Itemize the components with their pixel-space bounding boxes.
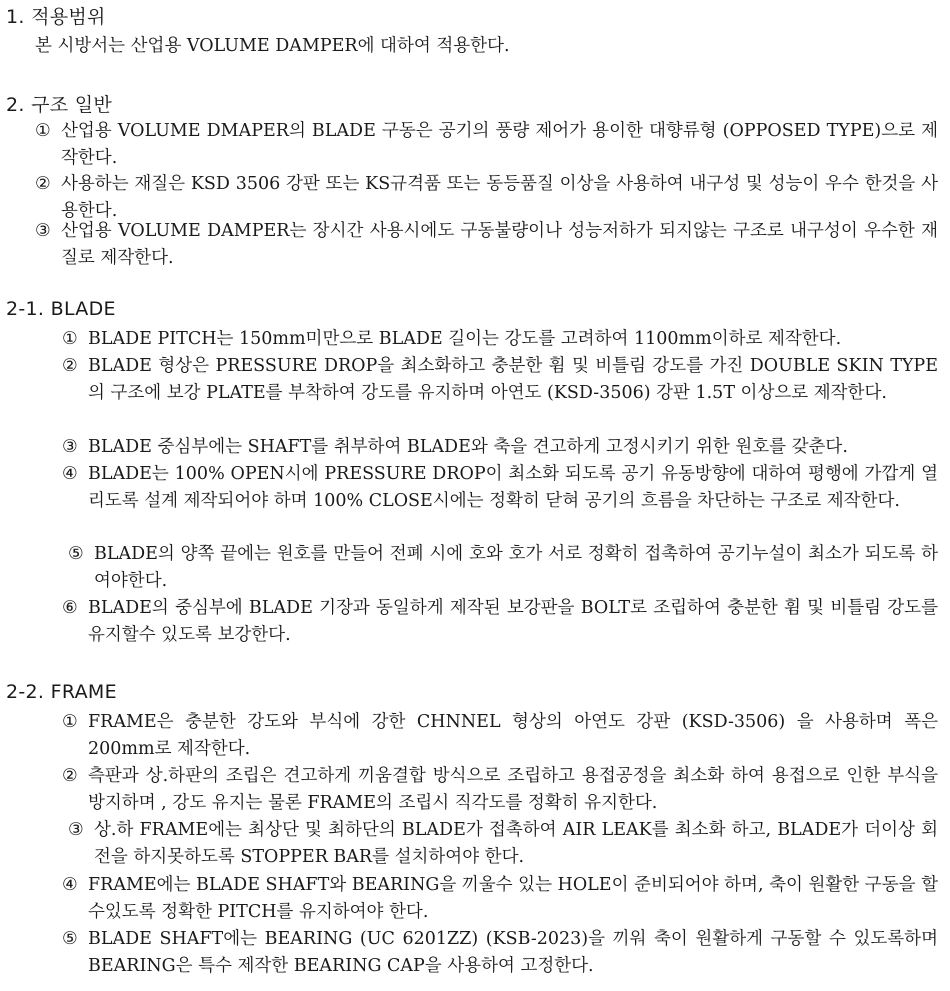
item-text: BLADE의 양쪽 끝에는 원호를 만들어 전폐 시에 호와 호가 서로 정확히 접촉하여 공기누설이 최소가 되도록 하여야한다. bbox=[94, 544, 938, 591]
item-number: ② bbox=[62, 356, 78, 376]
item-number: ① bbox=[62, 712, 78, 732]
item-text: BLADE의 중심부에 BLADE 기장과 동일하게 제작된 보강판을 BOLT로 조립하여 충분한 휨 및 비틀림 강도를 유지할수 있도록 보강한다. bbox=[88, 598, 938, 645]
item-number: ① bbox=[62, 329, 78, 349]
blade-item-6 bbox=[62, 595, 938, 649]
frame-item-1 bbox=[62, 709, 938, 763]
item-number: ② bbox=[35, 174, 51, 194]
item-text: BLADE SHAFT에는 BEARING (UC 6201ZZ) (KSB-2023)을 끼워 축이 원활하게 구동할 수 있도록하며 BEARING은 특수 제작한 BEARING CAP을 사용하여 고정한다. bbox=[88, 929, 938, 976]
item-text: 사용하는 재질은 KSD 3506 강판 또는 KS규격품 또는 동등품질 이상을 사용하여 내구성 및 성능이 우수 한것을 사용한다. bbox=[61, 174, 938, 221]
item-number: ④ bbox=[62, 464, 78, 484]
item-text: FRAME에는 BLADE SHAFT와 BEARING을 끼울수 있는 HOLE이 준비되어야 하며, 축이 원활한 구동을 할수있도록 정확한 PITCH를 유지하여야 한다. bbox=[88, 875, 938, 922]
frame-item-3 bbox=[68, 817, 938, 871]
blade-item-5 bbox=[68, 541, 938, 595]
item-number: ③ bbox=[68, 820, 84, 840]
section-heading-frame: 2-2. FRAME bbox=[6, 681, 117, 703]
item-text: 상.하 FRAME에는 최상단 및 최하단의 BLADE가 접촉하여 AIR LEAK를 최소화 하고, BLADE가 더이상 회전을 하지못하도록 STOPPER BAR를 설치하여야 한다. bbox=[94, 820, 938, 867]
item-text: BLADE 중심부에는 SHAFT를 취부하여 BLADE와 축을 견고하게 고정시키기 위한 원호를 갖춘다. bbox=[88, 437, 848, 457]
item-text: BLADE는 100% OPEN시에 PRESSURE DROP이 최소화 되도록 공기 유동방향에 대하여 평행에 가깝게 열리도록 설계 제작되어야 하며 100% CLOSE시에는 정확히 닫혀 공기의 흐름을 차단하는 구조로 제작한다. bbox=[88, 464, 938, 511]
item-text: 측판과 상.하판의 조립은 견고하게 끼움결합 방식으로 조립하고 용접공정을 최소화 하여 용접으로 인한 부식을 방지하며 , 강도 유지는 물론 FRAME의 조립시 직각도를 정확히 유지한다. bbox=[88, 766, 938, 813]
scope-text: 본 시방서는 산업용 VOLUME DAMPER에 대하여 적용한다. bbox=[35, 36, 510, 56]
item-number: ⑥ bbox=[62, 598, 78, 618]
item-number: ② bbox=[62, 766, 78, 786]
structure-item-1 bbox=[35, 118, 938, 172]
structure-item-2 bbox=[35, 171, 938, 225]
section-heading-structure: 2. 구조 일반 bbox=[6, 94, 113, 116]
item-number: ③ bbox=[62, 437, 78, 457]
blade-item-4 bbox=[62, 461, 938, 515]
item-number: ④ bbox=[62, 875, 78, 895]
frame-item-5 bbox=[62, 926, 938, 980]
item-text: 산업용 VOLUME DMAPER의 BLADE 구동은 공기의 풍량 제어가 용이한 대향류형 (OPPOSED TYPE)으로 제작한다. bbox=[61, 121, 938, 168]
blade-item-3 bbox=[62, 434, 938, 461]
item-text: 산업용 VOLUME DAMPER는 장시간 사용시에도 구동불량이나 성능저하가 되지않는 구조로 내구성이 우수한 재질로 제작한다. bbox=[61, 221, 938, 268]
item-number: ⑤ bbox=[62, 929, 78, 949]
blade-item-2 bbox=[62, 353, 938, 407]
structure-item-3 bbox=[35, 218, 938, 272]
item-text: FRAME은 충분한 강도와 부식에 강한 CHNNEL 형상의 아연도 강판 (KSD-3506) 을 사용하며 폭은 200mm로 제작한다. bbox=[88, 712, 938, 759]
item-text: BLADE 형상은 PRESSURE DROP을 최소화하고 충분한 휨 및 비틀림 강도를 가진 DOUBLE SKIN TYPE의 구조에 보강 PLATE를 부착하여 강도를 유지하며 아연도 (KSD-3506) 강판 1.5T 이상으로 제작한다. bbox=[88, 356, 938, 403]
section-heading-blade: 2-1. BLADE bbox=[6, 298, 116, 320]
item-number: ① bbox=[35, 121, 51, 141]
section-heading-scope: 1. 적용범위 bbox=[6, 6, 106, 28]
blade-item-1 bbox=[62, 326, 938, 353]
item-number: ③ bbox=[35, 221, 51, 241]
frame-item-2 bbox=[62, 763, 938, 817]
item-text: BLADE PITCH는 150mm미만으로 BLADE 길이는 강도를 고려하여 1100mm이하로 제작한다. bbox=[88, 329, 842, 349]
item-number: ⑤ bbox=[68, 544, 84, 564]
frame-item-4 bbox=[62, 872, 938, 926]
